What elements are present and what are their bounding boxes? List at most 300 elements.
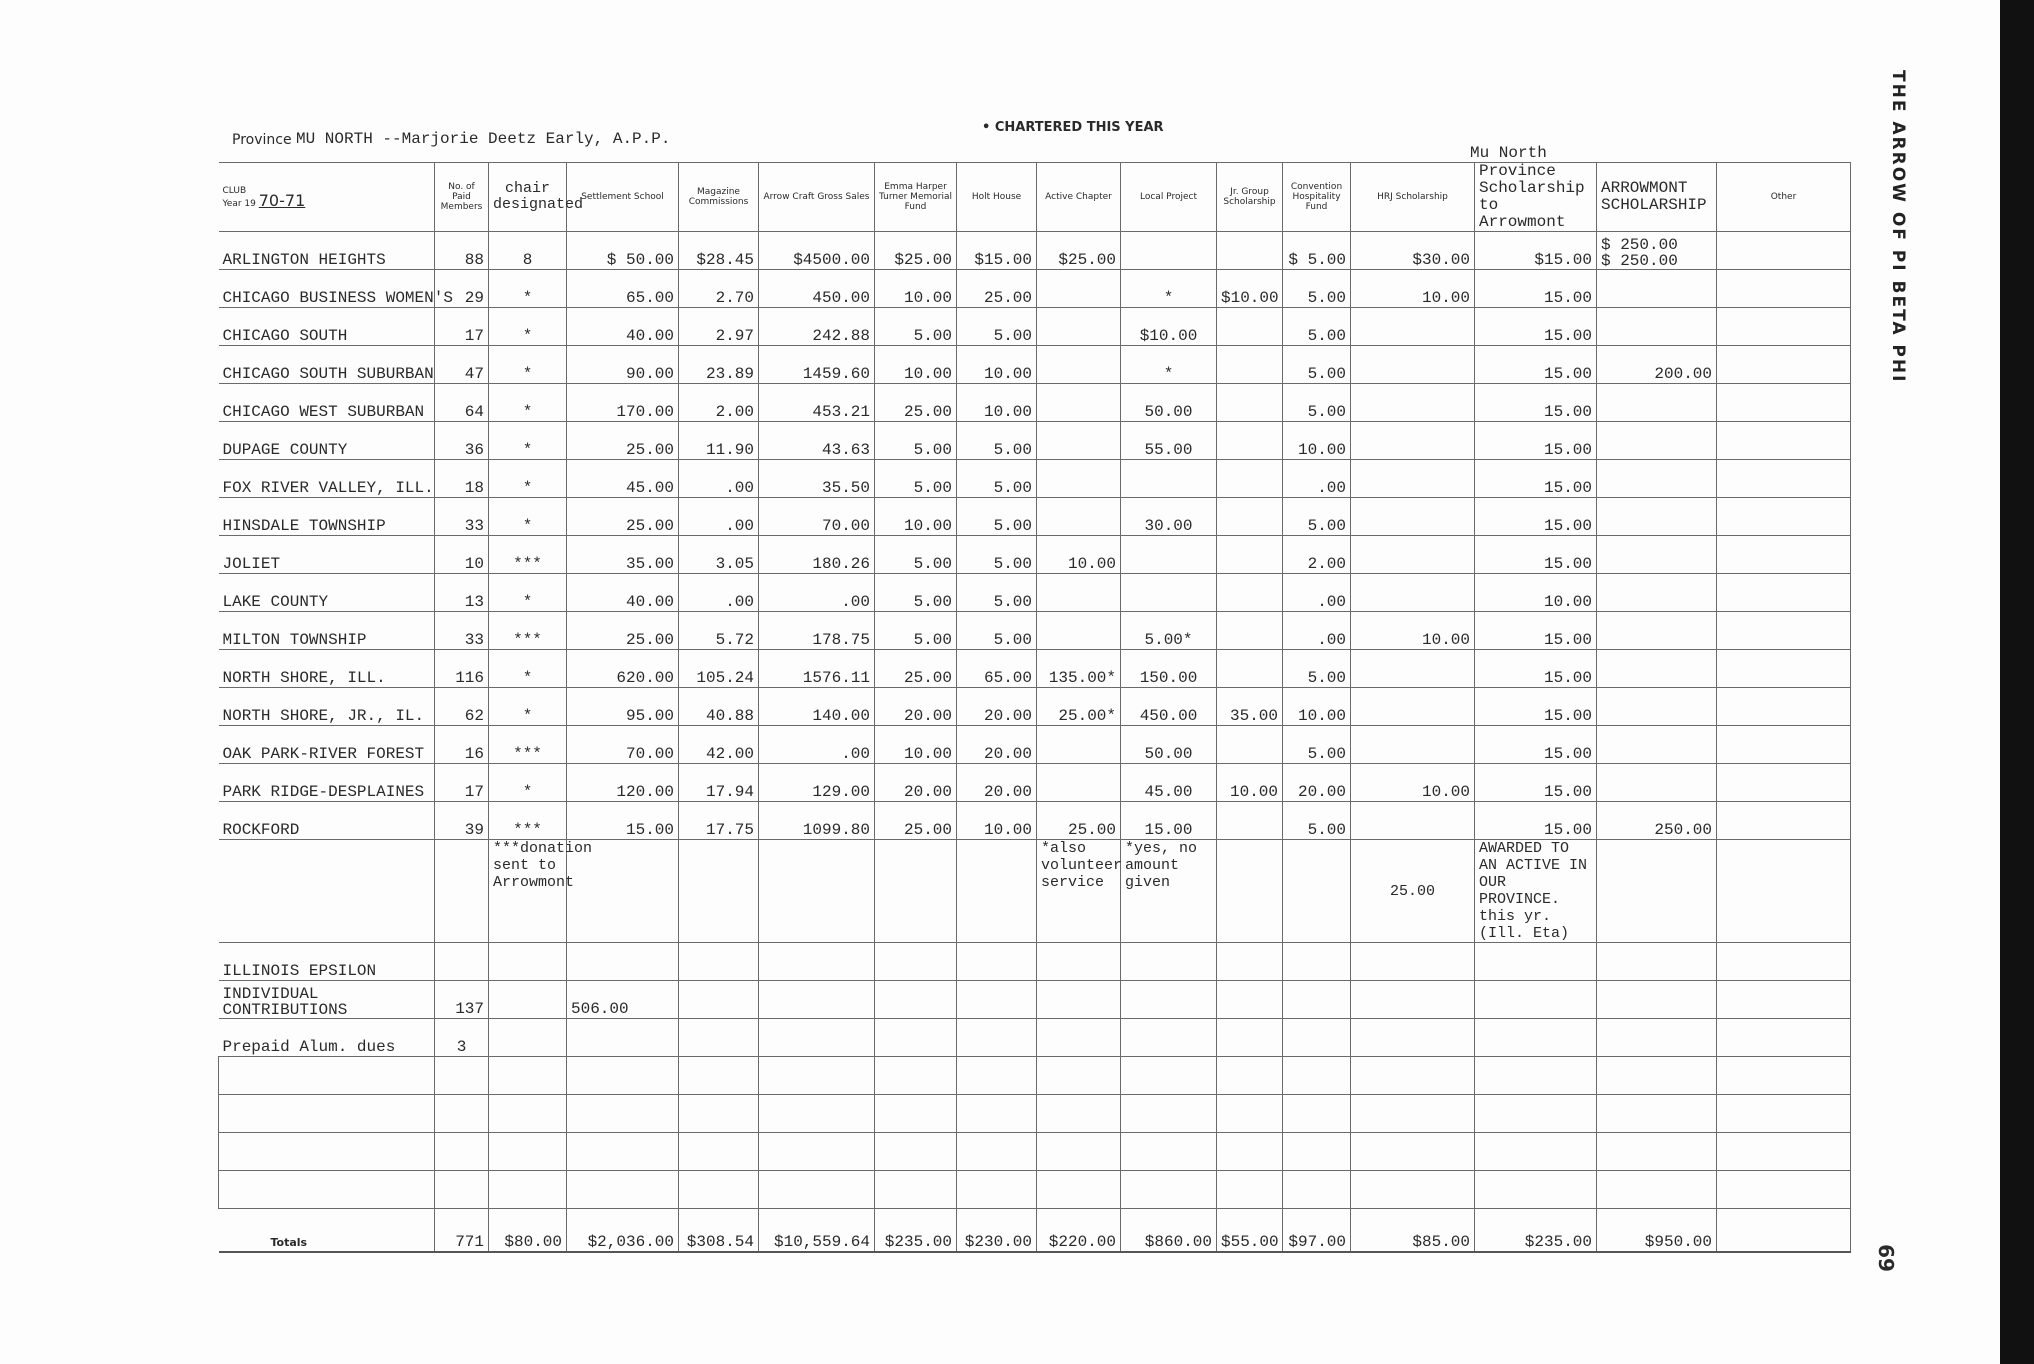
local-note-cell: *yes, no amount given <box>1121 840 1217 943</box>
arrowmont-cell <box>1597 726 1717 764</box>
other-header: Other <box>1717 163 1851 232</box>
notes-blank-cell <box>1217 840 1283 943</box>
convention-cell: 5.00 <box>1283 346 1351 384</box>
blank-cell <box>567 943 679 981</box>
blank-cell <box>489 1057 567 1095</box>
chair-cell: *** <box>489 802 567 840</box>
club-name-cell: PARK RIDGE-DESPLAINES <box>219 764 435 802</box>
blank-cell <box>875 1057 957 1095</box>
active-chapter-header: Active Chapter <box>1037 163 1121 232</box>
blank-cell <box>875 943 957 981</box>
arrow-craft-cell: 180.26 <box>759 536 875 574</box>
blank-cell <box>1121 1171 1217 1209</box>
arrowmont-cell <box>1597 764 1717 802</box>
hrj-cell <box>1351 460 1475 498</box>
arrow-craft-cell: 140.00 <box>759 688 875 726</box>
convention-cell: 5.00 <box>1283 726 1351 764</box>
blank-cell <box>489 1095 567 1133</box>
club-name-cell: NORTH SHORE, JR., IL. <box>219 688 435 726</box>
arrowmont-cell <box>1597 308 1717 346</box>
holt-house-cell: 65.00 <box>957 650 1037 688</box>
chair-cell: *** <box>489 612 567 650</box>
members-cell: 16 <box>435 726 489 764</box>
arrowmont-cell: 250.00 <box>1597 802 1717 840</box>
province-scholarship-cell: 15.00 <box>1475 498 1597 536</box>
convention-cell: 10.00 <box>1283 422 1351 460</box>
blank-cell <box>1475 1095 1597 1133</box>
club-name-cell: CHICAGO SOUTH <box>219 308 435 346</box>
blank-cell <box>1037 1019 1121 1057</box>
arrowmont-cell <box>1597 574 1717 612</box>
emma-harper-cell: 25.00 <box>875 802 957 840</box>
blank-cell <box>1717 1057 1851 1095</box>
active-chapter-cell <box>1037 612 1121 650</box>
members-cell: 64 <box>435 384 489 422</box>
holt-house-cell: 5.00 <box>957 308 1037 346</box>
arrow-craft-cell: 1459.60 <box>759 346 875 384</box>
holt-house-cell: 5.00 <box>957 574 1037 612</box>
active-chapter-cell <box>1037 422 1121 460</box>
notes-members-cell <box>435 840 489 943</box>
blank-cell <box>1121 943 1217 981</box>
active-note-cell: *also volunteer service <box>1037 840 1121 943</box>
blank-cell <box>957 1019 1037 1057</box>
blank-row <box>219 1095 1851 1133</box>
members-cell: 29 <box>435 270 489 308</box>
holt-house-cell: 5.00 <box>957 498 1037 536</box>
jr-group-cell <box>1217 460 1283 498</box>
blank-cell <box>1217 1133 1283 1171</box>
holt-house-cell: 5.00 <box>957 460 1037 498</box>
hrj-cell <box>1351 422 1475 460</box>
convention-cell: .00 <box>1283 460 1351 498</box>
convention-cell: 5.00 <box>1283 384 1351 422</box>
blank-cell <box>1597 1019 1717 1057</box>
other-cell <box>1717 384 1851 422</box>
notes-blank-cell <box>875 840 957 943</box>
chair-cell: * <box>489 460 567 498</box>
blank-cell <box>1121 1057 1217 1095</box>
arrowmont-cell <box>1597 270 1717 308</box>
members-cell: 88 <box>435 232 489 270</box>
table-row <box>219 802 1851 840</box>
totals-hrj-cell: $85.00 <box>1351 1209 1475 1253</box>
blank-cell <box>679 1095 759 1133</box>
province-scholarship-cell: 15.00 <box>1475 384 1597 422</box>
arrow-craft-header: Arrow Craft Gross Sales <box>759 163 875 232</box>
local-project-cell <box>1121 232 1217 270</box>
settlement-cell: 40.00 <box>567 574 679 612</box>
province-scholarship-cell: 15.00 <box>1475 688 1597 726</box>
blank-cell <box>759 1019 875 1057</box>
blank-cell <box>875 1019 957 1057</box>
members-cell: 17 <box>435 764 489 802</box>
emma-harper-cell: 5.00 <box>875 612 957 650</box>
club-name-cell: JOLIET <box>219 536 435 574</box>
jr-group-cell <box>1217 726 1283 764</box>
hrj-cell: 10.00 <box>1351 270 1475 308</box>
jr-group-cell <box>1217 612 1283 650</box>
convention-cell: 5.00 <box>1283 650 1351 688</box>
individual-label-cell: INDIVIDUAL CONTRIBUTIONS <box>219 981 435 1019</box>
arrow-craft-cell: 450.00 <box>759 270 875 308</box>
arrowmont-cell <box>1597 612 1717 650</box>
settlement-cell: 70.00 <box>567 726 679 764</box>
blank-cell <box>1037 1095 1121 1133</box>
blank-cell <box>1351 1095 1475 1133</box>
prepaid-label-cell: Prepaid Alum. dues <box>219 1019 435 1057</box>
jr-group-cell <box>1217 384 1283 422</box>
convention-cell: 5.00 <box>1283 270 1351 308</box>
blank-cell <box>1121 981 1217 1019</box>
blank-cell <box>219 1171 435 1209</box>
magazine-cell: 17.94 <box>679 764 759 802</box>
chair-cell: * <box>489 650 567 688</box>
totals-arrowmont-cell: $950.00 <box>1597 1209 1717 1253</box>
blank-cell <box>1717 943 1851 981</box>
blank-cell <box>1121 1019 1217 1057</box>
chartered-note: • CHARTERED THIS YEAR <box>982 120 1164 135</box>
other-cell <box>1717 232 1851 270</box>
blank-cell <box>1217 1171 1283 1209</box>
convention-cell: 2.00 <box>1283 536 1351 574</box>
blank-cell <box>1283 1171 1351 1209</box>
blank-cell <box>489 943 567 981</box>
table-row <box>219 574 1851 612</box>
blank-cell <box>1217 1019 1283 1057</box>
emma-harper-cell: $25.00 <box>875 232 957 270</box>
prepaid-members-cell: 3 <box>435 1019 489 1057</box>
members-cell: 116 <box>435 650 489 688</box>
settlement-cell: 35.00 <box>567 536 679 574</box>
paid-members-header: No. of Paid Members <box>435 163 489 232</box>
holt-house-header: Holt House <box>957 163 1037 232</box>
blank-cell <box>1351 981 1475 1019</box>
jr-group-cell <box>1217 422 1283 460</box>
blank-cell <box>679 981 759 1019</box>
members-cell: 47 <box>435 346 489 384</box>
settlement-cell: 40.00 <box>567 308 679 346</box>
emma-harper-cell: 5.00 <box>875 536 957 574</box>
totals-local-project-cell: $860.00 <box>1121 1209 1217 1253</box>
blank-cell <box>489 1171 567 1209</box>
settlement-cell: 120.00 <box>567 764 679 802</box>
blank-cell <box>219 1133 435 1171</box>
members-cell: 13 <box>435 574 489 612</box>
totals-province-scholarship-cell: $235.00 <box>1475 1209 1597 1253</box>
local-project-cell: 450.00 <box>1121 688 1217 726</box>
blank-cell <box>1351 1171 1475 1209</box>
active-chapter-cell: 10.00 <box>1037 536 1121 574</box>
notes-blank-cell <box>759 840 875 943</box>
club-name-cell: CHICAGO WEST SUBURBAN <box>219 384 435 422</box>
blank-cell <box>679 1057 759 1095</box>
blank-cell <box>1217 943 1283 981</box>
settlement-cell: 170.00 <box>567 384 679 422</box>
blank-cell <box>679 943 759 981</box>
blank-cell <box>875 1095 957 1133</box>
blank-cell <box>1475 1019 1597 1057</box>
totals-label-cell <box>219 1209 435 1253</box>
hrj-cell <box>1351 498 1475 536</box>
chair-cell: *** <box>489 536 567 574</box>
chair-cell: * <box>489 270 567 308</box>
blank-cell <box>1475 1171 1597 1209</box>
province-scholarship-cell: 15.00 <box>1475 802 1597 840</box>
table-row <box>219 498 1851 536</box>
holt-house-cell: 20.00 <box>957 726 1037 764</box>
jr-group-cell <box>1217 232 1283 270</box>
province-scholarship-cell: 15.00 <box>1475 422 1597 460</box>
blank-cell <box>957 1133 1037 1171</box>
notes-blank-cell <box>957 840 1037 943</box>
convention-cell: 5.00 <box>1283 802 1351 840</box>
table-row <box>219 346 1851 384</box>
other-cell <box>1717 460 1851 498</box>
individual-contributions-row <box>219 981 1851 1019</box>
blank-cell <box>875 981 957 1019</box>
province-scholarship-cell: 15.00 <box>1475 612 1597 650</box>
chair-cell: *** <box>489 726 567 764</box>
emma-harper-cell: 5.00 <box>875 422 957 460</box>
chair-cell: * <box>489 308 567 346</box>
emma-harper-cell: 25.00 <box>875 650 957 688</box>
arrowmont-cell <box>1597 688 1717 726</box>
holt-house-cell: 5.00 <box>957 612 1037 650</box>
emma-harper-cell: 5.00 <box>875 460 957 498</box>
emma-harper-cell: 10.00 <box>875 498 957 536</box>
local-project-cell: 30.00 <box>1121 498 1217 536</box>
blank-cell <box>957 1171 1037 1209</box>
arrowmont-cell <box>1597 422 1717 460</box>
local-project-cell <box>1121 536 1217 574</box>
jr-group-cell <box>1217 536 1283 574</box>
totals-members-cell: 771 <box>435 1209 489 1253</box>
blank-cell <box>219 1095 435 1133</box>
province-note-cell: AWARDED TO AN ACTIVE IN OUR PROVINCE. this yr. (Ill. Eta) <box>1475 840 1597 943</box>
other-cell <box>1717 612 1851 650</box>
totals-label: Totals <box>270 1236 308 1249</box>
blank-cell <box>957 1095 1037 1133</box>
emma-harper-cell: 10.00 <box>875 726 957 764</box>
chair-cell: 8 <box>489 232 567 270</box>
arrow-craft-cell: 178.75 <box>759 612 875 650</box>
blank-cell <box>1283 1057 1351 1095</box>
club-name-cell: CHICAGO BUSINESS WOMEN'S <box>219 270 435 308</box>
members-cell: 17 <box>435 308 489 346</box>
local-project-cell: $10.00 <box>1121 308 1217 346</box>
totals-row <box>219 1209 1851 1253</box>
province-scholarship-cell: $15.00 <box>1475 232 1597 270</box>
blank-row <box>219 1133 1851 1171</box>
notes-club-cell <box>219 840 435 943</box>
blank-cell <box>759 1095 875 1133</box>
emma-harper-cell: 25.00 <box>875 384 957 422</box>
chair-designated-header: chair designated <box>489 163 567 232</box>
club-header-label: CLUB <box>222 185 247 196</box>
blank-cell <box>1283 1095 1351 1133</box>
arrowmont-cell <box>1597 498 1717 536</box>
active-chapter-cell <box>1037 574 1121 612</box>
active-chapter-cell <box>1037 346 1121 384</box>
settlement-cell: 25.00 <box>567 498 679 536</box>
settlement-cell: 95.00 <box>567 688 679 726</box>
holt-house-cell: 25.00 <box>957 270 1037 308</box>
hrj-cell <box>1351 650 1475 688</box>
blank-cell <box>567 1057 679 1095</box>
hrj-cell <box>1351 346 1475 384</box>
emma-harper-cell: 10.00 <box>875 346 957 384</box>
arrow-craft-cell: 1576.11 <box>759 650 875 688</box>
settlement-cell: 25.00 <box>567 612 679 650</box>
local-project-cell: 55.00 <box>1121 422 1217 460</box>
jr-group-cell <box>1217 574 1283 612</box>
province-scholarship-cell: 15.00 <box>1475 650 1597 688</box>
province-value: MU NORTH --Marjorie Deetz Early, A.P.P. <box>296 130 671 148</box>
active-chapter-cell <box>1037 460 1121 498</box>
arrowmont-header: ARROWMONT SCHOLARSHIP <box>1597 163 1717 232</box>
blank-cell <box>759 1133 875 1171</box>
club-name-cell: FOX RIVER VALLEY, ILL. <box>219 460 435 498</box>
blank-cell <box>1475 981 1597 1019</box>
jr-group-cell: $10.00 <box>1217 270 1283 308</box>
table-row <box>219 764 1851 802</box>
hrj-cell <box>1351 802 1475 840</box>
prepaid-row <box>219 1019 1851 1057</box>
convention-cell: 10.00 <box>1283 688 1351 726</box>
arrow-craft-cell: 70.00 <box>759 498 875 536</box>
blank-cell <box>1597 981 1717 1019</box>
blank-cell <box>759 1171 875 1209</box>
blank-cell <box>567 1171 679 1209</box>
blank-row <box>219 1171 1851 1209</box>
arrow-craft-cell: .00 <box>759 574 875 612</box>
individual-settlement-cell: 506.00 <box>567 981 679 1019</box>
hrj-cell <box>1351 384 1475 422</box>
notes-blank-cell <box>1597 840 1717 943</box>
totals-jr-group-cell: $55.00 <box>1217 1209 1283 1253</box>
blank-cell <box>1121 1095 1217 1133</box>
active-chapter-cell <box>1037 308 1121 346</box>
holt-house-cell: 20.00 <box>957 688 1037 726</box>
chair-cell: * <box>489 498 567 536</box>
blank-cell <box>1217 1095 1283 1133</box>
magazine-cell: 2.70 <box>679 270 759 308</box>
other-cell <box>1717 422 1851 460</box>
blank-cell <box>1121 1133 1217 1171</box>
local-project-cell <box>1121 460 1217 498</box>
club-name-cell: DUPAGE COUNTY <box>219 422 435 460</box>
members-cell: 18 <box>435 460 489 498</box>
blank-cell <box>489 1019 567 1057</box>
hrj-cell <box>1351 688 1475 726</box>
local-project-cell: * <box>1121 346 1217 384</box>
blank-cell <box>1217 981 1283 1019</box>
blank-cell <box>679 1133 759 1171</box>
magazine-cell: 11.90 <box>679 422 759 460</box>
settlement-cell: 45.00 <box>567 460 679 498</box>
arrow-craft-cell: $4500.00 <box>759 232 875 270</box>
blank-cell <box>759 981 875 1019</box>
active-chapter-cell: 25.00 <box>1037 802 1121 840</box>
table-row <box>219 612 1851 650</box>
magazine-cell: .00 <box>679 460 759 498</box>
arrowmont-extra: $ 250.00 <box>1601 236 1678 254</box>
totals-convention-cell: $97.00 <box>1283 1209 1351 1253</box>
magazine-cell: 105.24 <box>679 650 759 688</box>
club-name-cell: CHICAGO SOUTH SUBURBAN <box>219 346 435 384</box>
holt-house-cell: 10.00 <box>957 802 1037 840</box>
province-scholarship-cell: 15.00 <box>1475 346 1597 384</box>
local-project-cell: * <box>1121 270 1217 308</box>
table-row <box>219 688 1851 726</box>
holt-house-cell: $15.00 <box>957 232 1037 270</box>
local-project-cell: 50.00 <box>1121 726 1217 764</box>
scan-edge <box>2000 0 2034 1364</box>
totals-other-cell <box>1717 1209 1851 1253</box>
other-cell <box>1717 346 1851 384</box>
blank-cell <box>957 1057 1037 1095</box>
jr-group-cell <box>1217 346 1283 384</box>
chair-cell: * <box>489 764 567 802</box>
table-row <box>219 270 1851 308</box>
blank-cell <box>1475 943 1597 981</box>
blank-cell <box>1597 1133 1717 1171</box>
other-cell <box>1717 764 1851 802</box>
magazine-cell: 2.97 <box>679 308 759 346</box>
blank-cell <box>957 981 1037 1019</box>
other-cell <box>1717 726 1851 764</box>
blank-cell <box>1717 1095 1851 1133</box>
magazine-cell: 42.00 <box>679 726 759 764</box>
blank-cell <box>435 1095 489 1133</box>
province-scholarship-cell: 15.00 <box>1475 726 1597 764</box>
convention-cell: $ 5.00 <box>1283 232 1351 270</box>
jr-group-cell: 10.00 <box>1217 764 1283 802</box>
hrj-header: HRJ Scholarship <box>1351 163 1475 232</box>
blank-cell <box>1597 1095 1717 1133</box>
illinois-epsilon-row <box>219 943 1851 981</box>
arrowmont-cell <box>1597 536 1717 574</box>
blank-cell <box>1717 1171 1851 1209</box>
notes-blank-cell <box>679 840 759 943</box>
totals-holt-house-cell: $230.00 <box>957 1209 1037 1253</box>
chair-cell: * <box>489 422 567 460</box>
blank-cell <box>1351 943 1475 981</box>
hrj-cell <box>1351 536 1475 574</box>
page-number: 69 <box>1873 1244 1898 1272</box>
holt-house-cell: 10.00 <box>957 346 1037 384</box>
settlement-cell: 90.00 <box>567 346 679 384</box>
arrow-craft-cell: 43.63 <box>759 422 875 460</box>
hrj-cell: 10.00 <box>1351 764 1475 802</box>
blank-cell <box>679 1019 759 1057</box>
local-project-cell: 45.00 <box>1121 764 1217 802</box>
table-row <box>219 308 1851 346</box>
blank-cell <box>567 1019 679 1057</box>
local-project-cell: 5.00* <box>1121 612 1217 650</box>
arrowmont-cell: 200.00 <box>1597 346 1717 384</box>
arrow-craft-cell: 1099.80 <box>759 802 875 840</box>
magazine-cell: 23.89 <box>679 346 759 384</box>
active-chapter-cell <box>1037 270 1121 308</box>
table-row <box>219 422 1851 460</box>
emma-harper-cell: 10.00 <box>875 270 957 308</box>
province-scholarship-cell: 15.00 <box>1475 764 1597 802</box>
chair-cell: * <box>489 574 567 612</box>
arrowmont-value: $ 250.00 <box>1601 252 1678 270</box>
active-chapter-cell: $25.00 <box>1037 232 1121 270</box>
